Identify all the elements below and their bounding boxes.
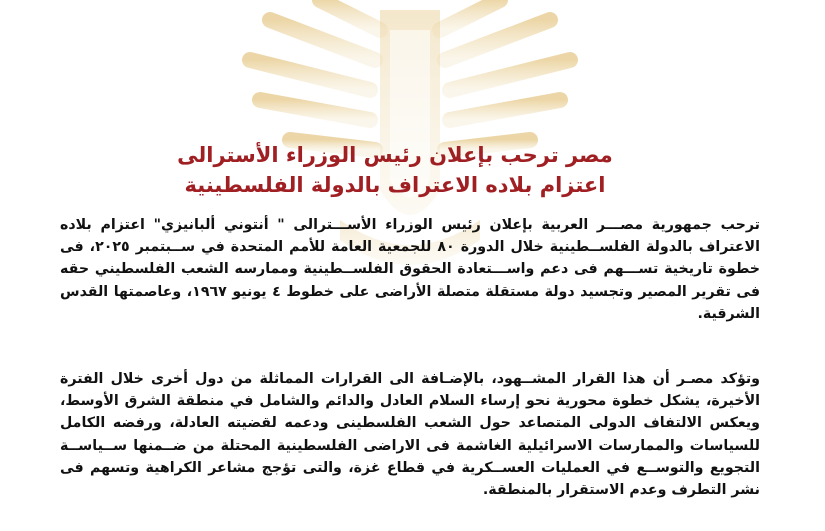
page-subtitle: اعتزام بلاده الاعتراف بالدولة الفلسطينية [184, 173, 606, 197]
page-title: مصر ترحب بإعلان رئيس الوزراء الأسترالى [177, 143, 613, 167]
body-paragraph-2: وتؤكد مصـر أن هذا القرار المشــهود، بالإضـافة الى القرارات المماثلة من دول أخرى خلال الفترة الأخيرة، يشكل خطوة محورية نحو إرساء السلام العادل والدائم والشامل في منطقة الشرق الأوسط، ويعكس الالتفاف الدولى المتصاعد حول الشعب الفلسطينى ودعمه لقضيته العادلة، ورفضه الكامل للسياسات والممارسات الاسرائيلية الغاشمة فى الاراضى الفلسطينية المحتلة من ضــمنها ســياســة التجويع والتوســع في العمليات العســكرية في قطاع غزة، والتى تؤجج مشاعر الكراهية وتسهم فى نشر التطرف وعدم الاستقرار بالمنطقة. [60, 371, 760, 499]
body-paragraph-1: ترحب جمهورية مصـــر العربية بإعلان رئيس الوزراء الأســـترالى " أنتوني ألبانيزي" اعتزام بلاده الاعتراف بالدولة الفلســطينية خلال الدورة ٨٠ للجمعية العامة للأمم المتحدة في ســبتمبر ٢٠٢٥، فى خطوة تاريخية تســـهم فى دعم واســـتعادة الحقوق الفلســطينية وممارسه الشعب الفلسطيني حقه فى تقرير المصير وتجسيد دولة مستقلة متصلة الأراضى على خطوط ٤ يونيو ١٩٦٧، وعاصمتها القدس الشرقية. [60, 217, 760, 322]
